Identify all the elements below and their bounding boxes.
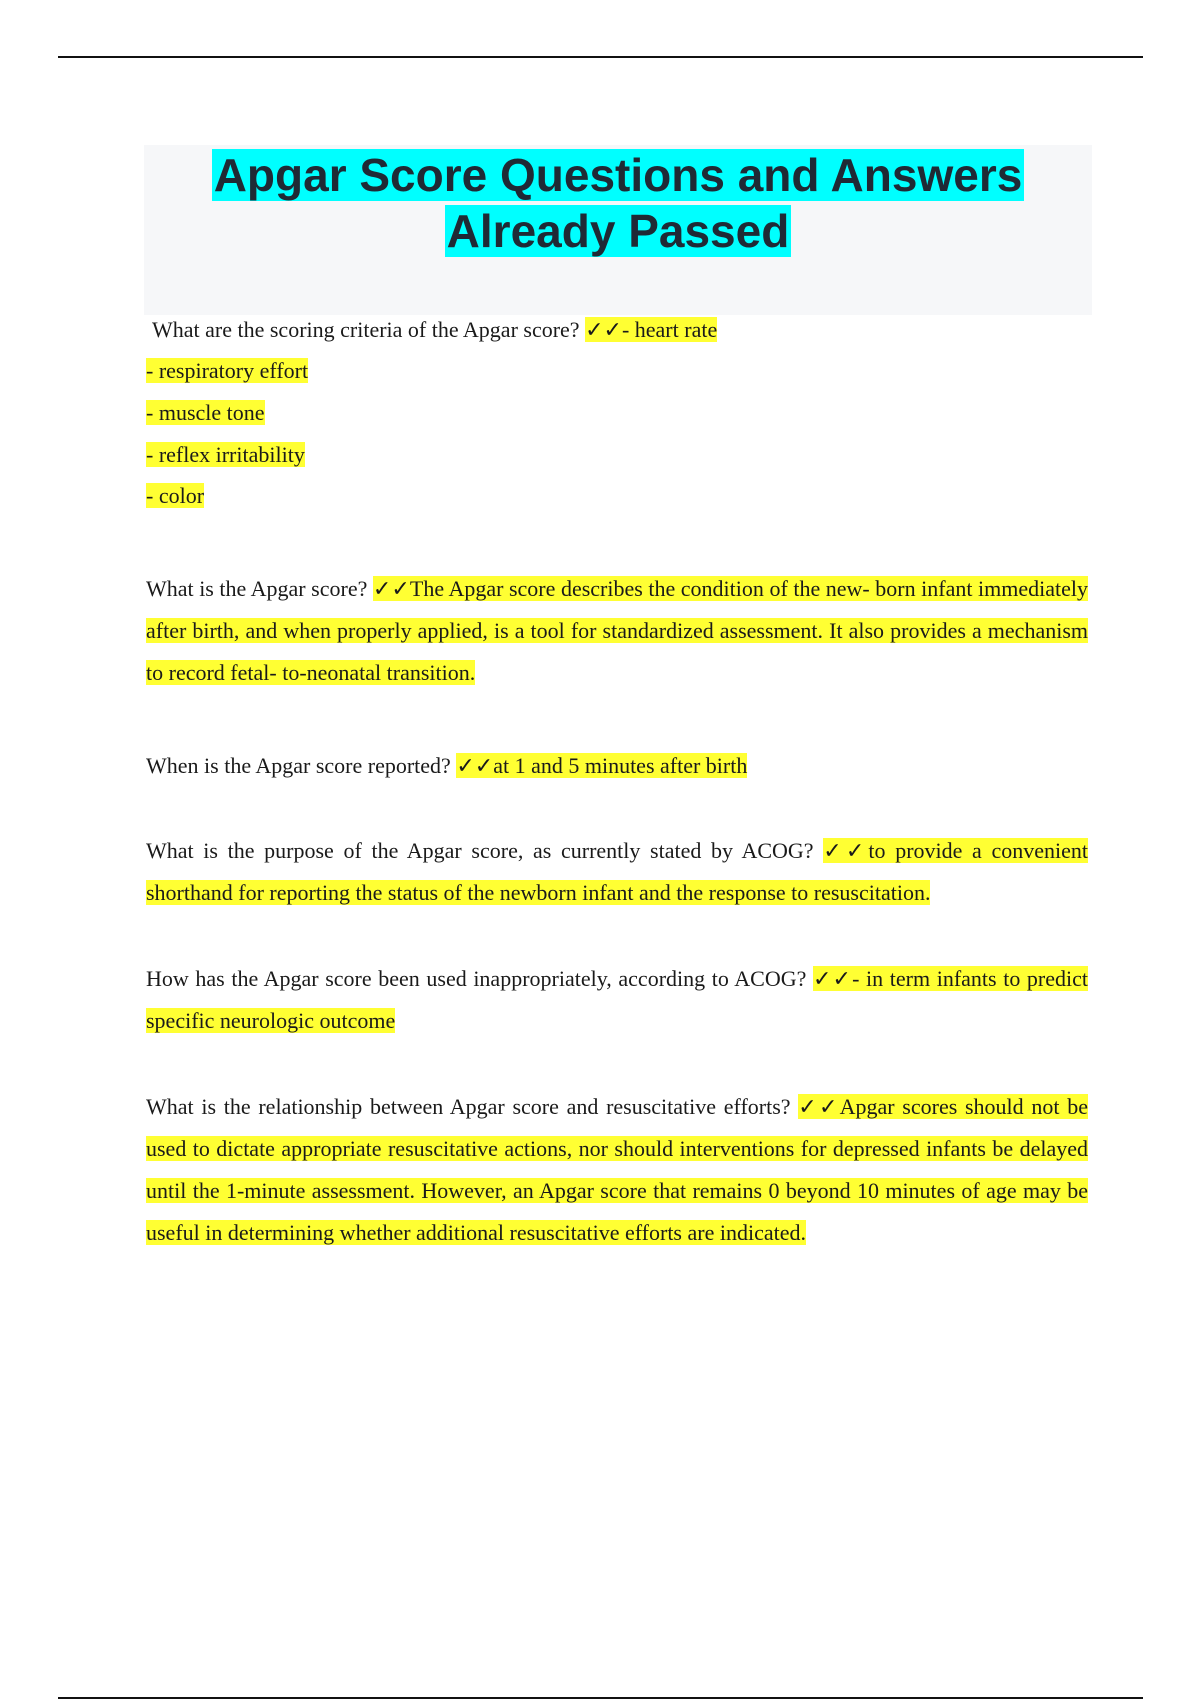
page-title xyxy=(144,145,1092,259)
criteria-list xyxy=(146,350,1088,516)
check-icon: ✓✓ xyxy=(798,1094,840,1119)
qa-item-5 xyxy=(146,958,1088,1042)
top-rule xyxy=(58,56,1143,58)
list-item: - color xyxy=(146,483,205,508)
answer-5: - in term infants to predict specific neurologic outcome xyxy=(146,966,1089,1033)
question-1: What are the scoring criteria of the Apgar score? xyxy=(152,317,580,342)
answer-2: The Apgar score describes the condition of the new- born infant immediately after birth, and when properly applied, is a tool for standardized assessment. It also provides a mechanism to record fetal- to-neonatal transition. xyxy=(146,576,1089,685)
question-2: What is the Apgar score? xyxy=(146,576,368,601)
list-item: - reflex irritability xyxy=(146,442,305,467)
qa-item-1 xyxy=(146,310,1088,350)
question-6: What is the relationship between Apgar score and resuscitative efforts? xyxy=(146,1094,791,1119)
list-item: - muscle tone xyxy=(146,400,265,425)
check-icon: ✓✓ xyxy=(456,753,494,778)
check-icon: ✓✓ xyxy=(823,838,869,863)
answer-6: Apgar scores should not be used to dictate appropriate resuscitative actions, nor should interventions for depressed infants be delayed until the 1-minute assessment. However, an Apgar score that remains 0 beyond 10 minutes of age may be useful in determining whether additional resuscitative efforts are indicated. xyxy=(146,1094,1088,1245)
list-item: - respiratory effort xyxy=(146,358,309,383)
title-line-2: Already Passed xyxy=(446,205,790,257)
qa-content xyxy=(146,310,1088,1254)
title-line-1: Apgar Score Questions and Answers xyxy=(213,149,1023,201)
answer-1: - heart rate xyxy=(621,317,718,342)
qa-item-6 xyxy=(146,1086,1088,1254)
title-banner xyxy=(144,145,1092,315)
answer-4: to provide a convenient shorthand for reporting the status of the newborn infant and the response to resuscitation. xyxy=(146,838,1088,905)
answer-3: at 1 and 5 minutes after birth xyxy=(493,753,748,778)
answer-1-highlight xyxy=(585,317,717,342)
check-icon: ✓✓ xyxy=(813,966,853,991)
question-4: What is the purpose of the Apgar score, as currently stated by ACOG? xyxy=(146,838,814,863)
answer-3-highlight xyxy=(456,753,747,778)
question-5: How has the Apgar score been used inappropriately, according to ACOG? xyxy=(146,966,807,991)
check-icon: ✓✓ xyxy=(372,576,410,601)
qa-item-2 xyxy=(146,568,1088,694)
check-icon: ✓✓ xyxy=(585,317,622,342)
bottom-rule xyxy=(58,1697,1143,1699)
question-3: When is the Apgar score reported? xyxy=(146,753,451,778)
qa-item-4 xyxy=(146,830,1088,914)
qa-item-3 xyxy=(146,746,1088,786)
